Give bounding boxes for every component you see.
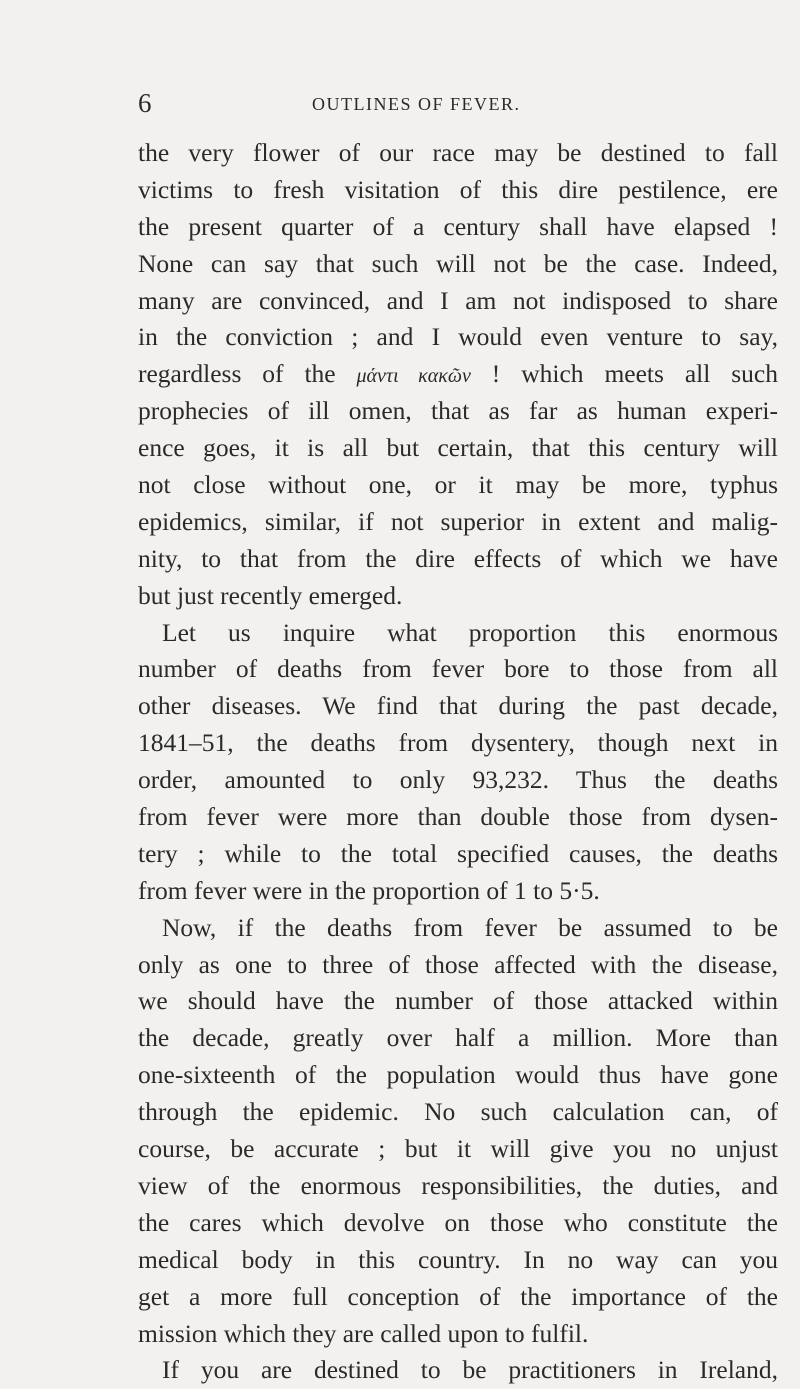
text-line: from fever were in the proportion of 1 to 5·5.: [138, 875, 600, 905]
text-line: ence goes, it is all but certain, that this century will: [138, 433, 778, 463]
text-line: course, be accurate ; but it will give you no unjust: [138, 1134, 778, 1164]
text-line: tery ; while to the total specified causes, the deaths: [138, 838, 778, 868]
text-line: from fever were more than double those from dysen-: [138, 802, 778, 832]
text-line: we should have the number of those attacked within: [138, 986, 778, 1016]
text-line: but just recently emerged.: [138, 580, 403, 610]
running-head: OUTLINES OF FEVER.: [312, 94, 521, 114]
text-line: number of deaths from fever bore to those from all: [138, 654, 778, 684]
text-line: view of the enormous responsibilities, the duties, and: [138, 1170, 778, 1200]
page-number: 6: [138, 88, 152, 118]
text-line: not close without one, or it may be more, typhus: [138, 470, 778, 500]
text-line: other diseases. We find that during the past decade,: [138, 691, 778, 721]
greek-phrase: μάντι κακῶν: [356, 365, 471, 388]
body-text: [138, 135, 778, 1389]
page-header: [138, 88, 778, 118]
text-line: 1841–51, the deaths from dysentery, though next in: [138, 728, 778, 758]
text-line: regardless of the μάντι κακῶν ! which meets all such: [138, 359, 778, 389]
text-line: Now, if the deaths from fever be assumed to be: [162, 912, 778, 942]
text-line: mission which they are called upon to fulfil.: [138, 1318, 589, 1348]
text-line: the decade, greatly over half a million. More than: [138, 1023, 778, 1053]
text-line: None can say that such will not be the case. Indeed,: [138, 248, 778, 278]
text-line: through the epidemic. No such calculation can, of: [138, 1097, 778, 1127]
text-line: in the conviction ; and I would even venture to say,: [138, 322, 778, 352]
text-line: order, amounted to only 93,232. Thus the deaths: [138, 765, 778, 795]
text-line: the present quarter of a century shall have elapsed !: [138, 211, 778, 241]
text-line: Let us inquire what proportion this enormous: [162, 617, 778, 647]
text-line: prophecies of ill omen, that as far as human experi-: [138, 396, 778, 426]
text-line: nity, to that from the dire effects of which we have: [138, 543, 778, 573]
text-line: victims to fresh visitation of this dire pestilence, ere: [138, 174, 778, 204]
text-line: get a more full conception of the importance of the: [138, 1281, 778, 1311]
text-line: many are convinced, and I am not indisposed to share: [138, 285, 778, 315]
text-line: the cares which devolve on those who constitute the: [138, 1207, 778, 1237]
text-line: only as one to three of those affected with the disease,: [138, 949, 778, 979]
text-line: If you are destined to be practitioners in Ireland,: [162, 1355, 778, 1385]
text-line: the very flower of our race may be destined to fall: [138, 138, 778, 167]
text-line: epidemics, similar, if not superior in extent and malig-: [138, 506, 778, 536]
text-line: medical body in this country. In no way can you: [138, 1244, 778, 1274]
text-line: one-sixteenth of the population would thus have gone: [138, 1060, 778, 1090]
